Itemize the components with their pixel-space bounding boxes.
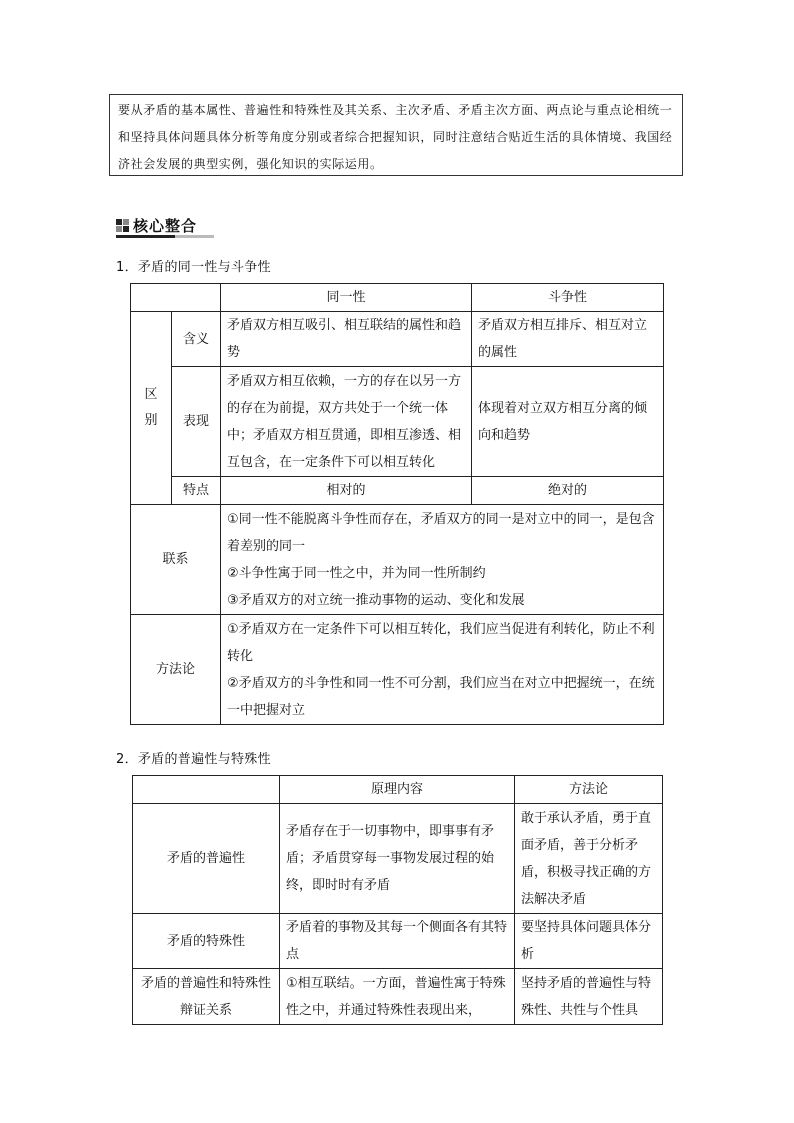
- feature-struggle: 绝对的: [472, 477, 664, 505]
- section-header: [116, 215, 216, 237]
- part1-heading: 1．矛盾的同一性与斗争性: [116, 260, 271, 275]
- particularity-principle: 矛盾着的事物及其每一个侧面各有其特点: [280, 914, 515, 969]
- relation-line: ③矛盾双方的对立统一推动事物的运动、变化和发展: [227, 592, 525, 608]
- row-label-feature: 特点: [172, 477, 221, 505]
- row-label-meaning: 含义: [172, 312, 221, 367]
- row-label-dialectic: 矛盾的普遍性和特殊性辩证关系: [133, 969, 280, 1025]
- method-label: 方法论: [131, 615, 221, 725]
- square-grid-icon: [116, 219, 129, 232]
- relation-content: [221, 505, 664, 615]
- dialectic-method: 坚持矛盾的普遍性与特殊性、共性与个性具: [515, 969, 663, 1025]
- universality-principle: 矛盾存在于一切事物中，即事事有矛盾；矛盾贯穿每一事物发展过程的始终，即时时有矛盾: [280, 804, 515, 914]
- header-struggle: 斗争性: [472, 284, 664, 312]
- method-line: ②矛盾双方的斗争性和同一性不可分割，我们应当在对立中把握统一，在统一中把握对立: [227, 675, 655, 718]
- meaning-same: 矛盾双方相互吸引、相互联结的属性和趋势: [221, 312, 472, 367]
- method-content: [221, 615, 664, 725]
- relation-line: ②斗争性寓于同一性之中，并为同一性所制约: [227, 565, 486, 581]
- header-blank-cell: [131, 284, 221, 312]
- header-same: 同一性: [221, 284, 472, 312]
- relation-line: ①同一性不能脱离斗争性而存在，矛盾双方的同一是对立中的同一，是包含着差别的同一: [227, 511, 655, 554]
- row-label-particularity: 矛盾的特殊性: [133, 914, 280, 969]
- manifest-same: 矛盾双方相互依赖，一方的存在以另一方的存在为前提，双方共处于一个统一体中；矛盾双方相互贯通，即相互渗透、相互包含，在一定条件下可以相互转化: [221, 367, 472, 477]
- header-principle: 原理内容: [280, 776, 515, 804]
- header-method: 方法论: [515, 776, 663, 804]
- meaning-struggle: 矛盾双方相互排斥、相互对立的属性: [472, 312, 664, 367]
- group-label: 区别: [144, 387, 158, 428]
- manifest-struggle: 体现着对立双方相互分离的倾向和趋势: [472, 367, 664, 477]
- section-underline: [116, 235, 214, 238]
- group-label-cell: [131, 312, 172, 505]
- part2-heading: 2．矛盾的普遍性与特殊性: [116, 752, 271, 767]
- method-line: ①矛盾双方在一定条件下可以相互转化，我们应当促进有利转化，防止不利转化: [227, 621, 655, 664]
- relation-label: 联系: [131, 505, 221, 615]
- universality-method: 敢于承认矛盾，勇于直面矛盾，善于分析矛盾，积极寻找正确的方法解决矛盾: [515, 804, 663, 914]
- section-title: 核心整合: [133, 217, 198, 235]
- universality-particularity-table: [132, 775, 663, 1025]
- feature-same: 相对的: [221, 477, 472, 505]
- row-label-manifest: 表现: [172, 367, 221, 477]
- identity-struggle-table: [130, 283, 664, 725]
- header-blank-cell: [133, 776, 280, 804]
- intro-text: 要从矛盾的基本属性、普遍性和特殊性及其关系、主次矛盾、矛盾主次方面、两点论与重点论相统一和坚持具体问题具体分析等角度分别或者综合把握知识，同时注意结合贴近生活的具体情境、我国经济社会发展的典型实例，强化知识的实际运用。: [118, 103, 673, 171]
- particularity-method: 要坚持具体问题具体分析: [515, 914, 663, 969]
- dialectic-principle: ①相互联结。一方面，普遍性寓于特殊性之中，并通过特殊性表现出来，: [280, 969, 515, 1025]
- intro-box: [109, 94, 683, 176]
- row-label-universality: 矛盾的普遍性: [133, 804, 280, 914]
